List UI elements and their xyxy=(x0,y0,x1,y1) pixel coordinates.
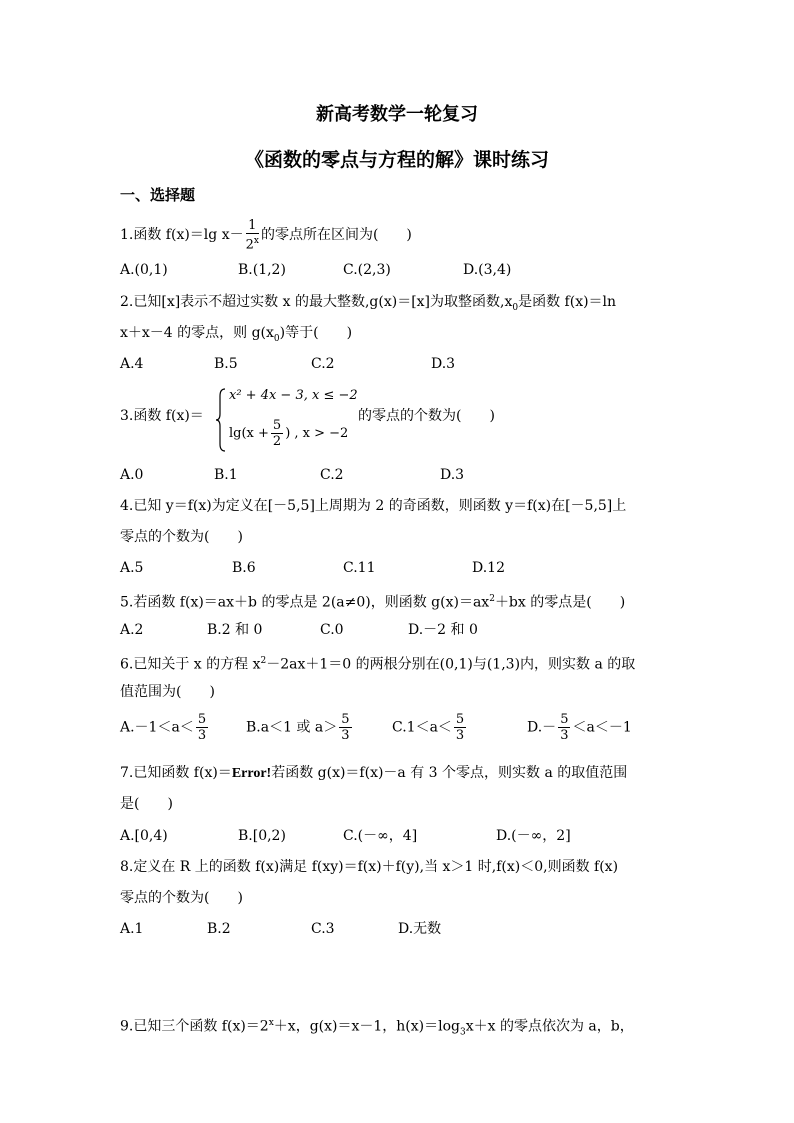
q8-option-d[interactable]: D.无数 xyxy=(398,921,442,937)
q2-option-a[interactable]: A.4 xyxy=(120,356,144,372)
document-title: 新高考数学一轮复习 xyxy=(316,104,478,125)
q7-option-d[interactable]: D.(－∞，2] xyxy=(496,828,571,844)
q3-option-b[interactable]: B.1 xyxy=(214,467,238,483)
q5-option-d[interactable]: D.－2 和 0 xyxy=(408,622,478,638)
q3-option-c[interactable]: C.2 xyxy=(320,467,344,483)
q6-option-d[interactable]: D.－ $\frac{5}{3}$ ＜a＜－1 xyxy=(527,712,632,743)
question-3-prefix: 3.函数 f(x)＝ xyxy=(120,408,204,424)
q6-option-b[interactable]: B.a＜1 或 a＞ $\frac{5}{3}$ xyxy=(246,712,350,743)
error-text: Error! xyxy=(231,766,272,781)
question-7-line-1: 7.已知函数 f(x)＝Error!若函数 g(x)＝f(x)－a 有 3 个零点，则实数 a 的取值范围 xyxy=(120,765,628,781)
left-brace-icon xyxy=(215,388,227,452)
q1-option-d[interactable]: D.(3,4) xyxy=(463,262,512,278)
question-7-line-2: 是( ) xyxy=(120,796,173,812)
question-2-line-2: x＋x－4 的零点，则 $g(x_0)$等于( ) xyxy=(120,325,353,344)
q6-option-c[interactable]: C.1＜a＜ $\frac{5}{3}$ xyxy=(392,712,465,743)
q7-option-a[interactable]: A.[0,4) xyxy=(120,828,168,844)
q3-option-a[interactable]: A.0 xyxy=(120,467,144,483)
question-8-line-1: 8.定义在 R 上的函数 f(x)满足 f(xy)＝f(x)＋f(y),当 x＞1 时,f(x)＜0,则函数 f(x) xyxy=(120,859,619,875)
q4-option-b[interactable]: B.6 xyxy=(232,560,256,576)
q5-option-b[interactable]: B.2 和 0 xyxy=(207,622,263,638)
q6-option-a[interactable]: A.－1＜a＜ $\frac{5}{3}$ xyxy=(120,712,207,743)
q4-option-c[interactable]: C.11 xyxy=(343,560,376,576)
q7-option-b[interactable]: B.[0,2) xyxy=(238,828,286,844)
q7-option-c[interactable]: C.(－∞，4] xyxy=(343,828,418,844)
q2-option-b[interactable]: B.5 xyxy=(214,356,238,372)
question-4-line-1: 4.已知 y＝f(x)为定义在[－5,5]上周期为 2 的奇函数，则函数 y＝f(x)在[－5,5]上 xyxy=(120,498,627,514)
q2-option-d[interactable]: D.3 xyxy=(431,356,456,372)
document-subtitle: 《函数的零点与方程的解》课时练习 xyxy=(244,149,549,171)
q4-option-d[interactable]: D.12 xyxy=(472,560,505,576)
piecewise-case-1: x² + 4x − 3, x ≤ −2 xyxy=(229,388,358,403)
q3-option-d[interactable]: D.3 xyxy=(440,467,465,483)
q8-option-c[interactable]: C.3 xyxy=(311,921,335,937)
q1-option-b[interactable]: B.(1,2) xyxy=(238,262,286,278)
q5-option-c[interactable]: C.0 xyxy=(320,622,344,638)
q5-option-a[interactable]: A.2 xyxy=(120,622,144,638)
q1-option-a[interactable]: A.(0,1) xyxy=(120,262,168,278)
piecewise-function xyxy=(215,388,358,452)
question-4-line-2: 零点的个数为( ) xyxy=(120,529,243,545)
q8-option-b[interactable]: B.2 xyxy=(207,921,231,937)
question-3-suffix: 的零点的个数为( ) xyxy=(358,408,495,424)
piecewise-case-2: lg(x + $\frac{5}{2}$ ) , x > −2 xyxy=(229,418,349,449)
question-6-line-2: 值范围为( ) xyxy=(120,684,215,700)
q2-option-c[interactable]: C.2 xyxy=(311,356,335,372)
question-2-line-1: 2.已知[x]表示不超过实数 x 的最大整数,g(x)＝[x]为取整函数$,x_0$是函数 f(x)＝ln xyxy=(120,294,617,313)
section-heading: 一、选择题 xyxy=(120,186,196,204)
q8-option-a[interactable]: A.1 xyxy=(120,921,144,937)
question-1: 1.函数 f(x)＝lg x－ $\frac{1}{2^x}$ 的零点所在区间为( ) xyxy=(120,218,412,253)
question-6-line-1: 6.已知关于 x 的方程 $x^2-2ax+1=0$ 的两根分别在(0,1)与(1,3)内，则实数 a 的取 xyxy=(120,656,636,673)
question-5: 5.若函数 f(x)＝ax＋b 的零点是 2(a≠0)，则函数 $g(x)=ax^2+bx$ 的零点是( ) xyxy=(120,594,626,611)
question-8-line-2: 零点的个数为( ) xyxy=(120,890,243,906)
fraction: $\frac{1}{2^x}$ xyxy=(245,218,259,253)
question-9: 9.已知三个函数 $f(x)=2^x+x$，g(x)＝x－1，$h(x)=\log_3x+x$ 的零点依次为 a，b， xyxy=(120,1018,634,1038)
q4-option-a[interactable]: A.5 xyxy=(120,560,144,576)
q1-option-c[interactable]: C.(2,3) xyxy=(343,262,391,278)
